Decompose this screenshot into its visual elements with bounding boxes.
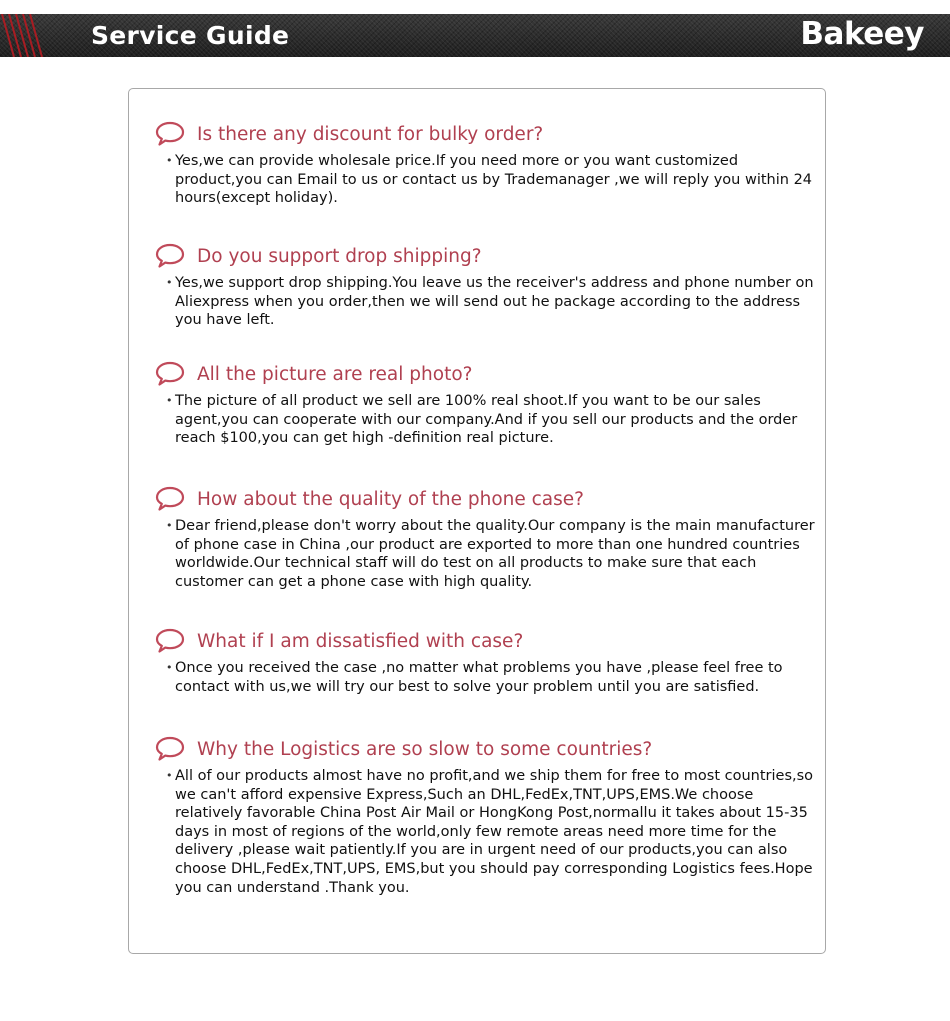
faq-answer-text: The picture of all product we sell are 100% real shoot.If you want to be our sales agent,you can cooperate with our company.And if you sell our products and the order reach $100,you can get high -definition real picture. (175, 393, 798, 447)
faq-answer-text: Dear friend,please don't worry about the quality.Our company is the main manufacturer of phone case in China ,our product are exported to more than one hundred countries worldwide.Our technical staff will do test on all products to make sure that each customer can get a phone case with high quality. (175, 518, 815, 590)
faq-answer-text: All of our products almost have no profit,and we ship them for free to most countries,so we can't afford expensive Express,Such an DHL,FedEx,TNT,UPS,EMS.We choose relatively favorable China Post Air Mail or HongKong Post,normallu it takes about 15-35 days in most of regions of the world,only few remote areas need more time for the delivery ,please wait patiently.If you are in urgent need of our products,you can also choose DHL,FedEx,TNT,UPS, EMS,but you should pay corresponding Logistics fees.Hope you can understand .Thank you. (175, 768, 814, 896)
faq-item (129, 121, 827, 208)
speech-bubble-icon (155, 121, 185, 147)
faq-question: What if I am dissatisfied with case? (197, 631, 524, 652)
brand-logo: Bakeey (800, 16, 924, 52)
page-title: Service Guide (91, 21, 290, 50)
speech-bubble-icon (155, 243, 185, 269)
bullet-icon: • (166, 769, 173, 782)
decorative-stripes-icon (0, 14, 50, 57)
faq-answer (166, 152, 825, 208)
faq-question: Do you support drop shipping? (197, 246, 482, 267)
faq-item (129, 243, 827, 330)
faq-item (129, 486, 827, 591)
faq-answer (166, 274, 825, 330)
bullet-icon: • (166, 519, 173, 532)
speech-bubble-icon (155, 628, 185, 654)
faq-answer (166, 517, 825, 591)
faq-question: How about the quality of the phone case? (197, 489, 584, 510)
faq-answer (166, 767, 825, 897)
faq-panel (128, 88, 826, 954)
faq-item (129, 361, 827, 448)
faq-question: All the picture are real photo? (197, 364, 473, 385)
faq-question: Why the Logistics are so slow to some countries? (197, 739, 653, 760)
faq-question: Is there any discount for bulky order? (197, 124, 544, 145)
speech-bubble-icon (155, 361, 185, 387)
faq-answer (166, 659, 825, 696)
bullet-icon: • (166, 661, 173, 674)
faq-answer (166, 392, 825, 448)
bullet-icon: • (166, 394, 173, 407)
faq-answer-text: Yes,we can provide wholesale price.If you need more or you want customized product,you can Email to us or contact us by Trademanager ,we will reply you within 24 hours(except holiday). (175, 153, 813, 207)
bullet-icon: • (166, 154, 173, 167)
speech-bubble-icon (155, 486, 185, 512)
faq-answer-text: Once you received the case ,no matter what problems you have ,please feel free to contact with us,we will try our best to solve your problem until you are satisfied. (175, 660, 783, 695)
faq-answer-text: Yes,we support drop shipping.You leave us the receiver's address and phone number on Aliexpress when you order,then we will send out he package according to the address you have left. (175, 275, 814, 329)
speech-bubble-icon (155, 736, 185, 762)
faq-item (129, 736, 827, 897)
faq-item (129, 628, 827, 696)
bullet-icon: • (166, 276, 173, 289)
header-banner (0, 14, 950, 57)
